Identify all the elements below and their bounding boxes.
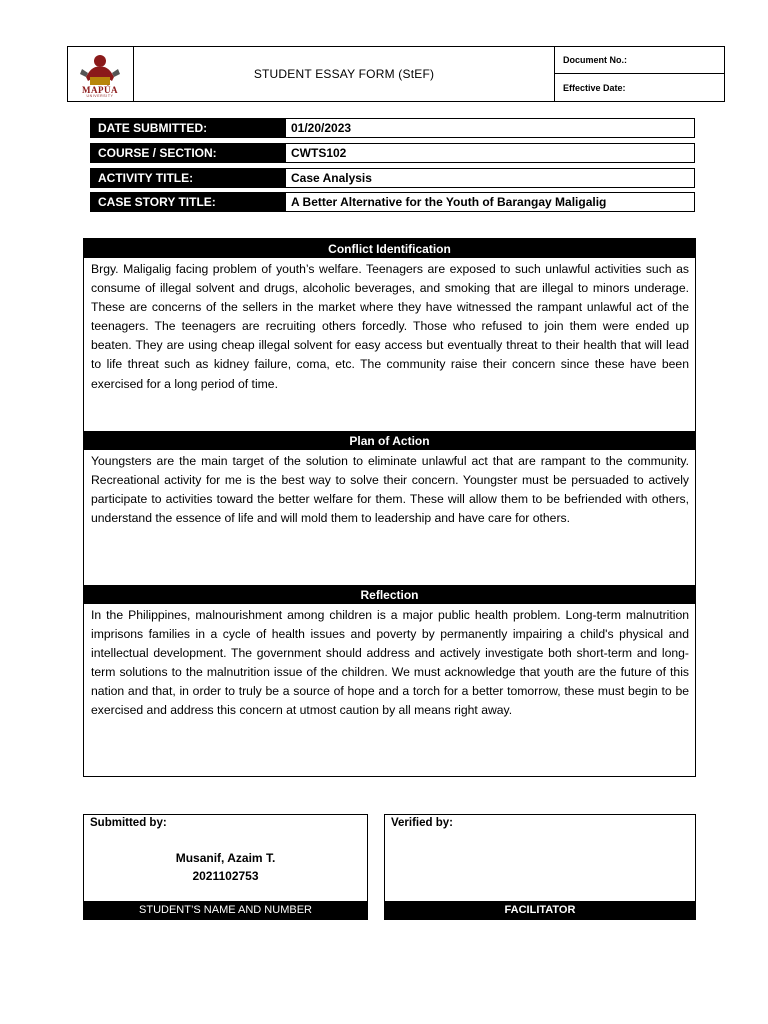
info-value: CWTS102 (285, 144, 694, 162)
facilitator-footer: FACILITATOR (385, 901, 695, 919)
info-value: Case Analysis (285, 169, 694, 187)
section-header-plan: Plan of Action (84, 431, 695, 450)
submitted-by-label: Submitted by: (90, 817, 167, 829)
student-name-footer: STUDENT’S NAME AND NUMBER (84, 901, 367, 919)
section-body-plan: Youngsters are the main target of the solution to eliminate unlawful act that are rampant to the community. Recreational activity for me is the best way to solve their concern. Youngster must be persuaded to actively participate to activities toward the better welfare for them. These will allow them to be befriended with others, understand the essence of life and will mold them to leadership and have care for others. (91, 454, 689, 526)
section-body-reflection: In the Philippines, malnourishment among children is a major public health problem. Long-term malnutrition imprisons families in a cycle of health issues and poverty by permanently impairing a child's physical and intellectual development. The government should address and actively investigate both short-term and long-term solutions to the malnutrition issue of the children. We must acknowledge that youth are the future of this nation and that, in order to truly be a source of hope and a torch for a better tomorrow, these must begin to be exercised and address this concern at utmost caution by all means right away. (91, 608, 689, 718)
submitted-by-box (83, 814, 368, 920)
essay-sections (83, 238, 696, 777)
section-header-reflection: Reflection (84, 585, 695, 604)
section-header-conflict: Conflict Identification (84, 239, 695, 258)
verified-by-box (384, 814, 696, 920)
logo-cell (68, 47, 134, 101)
info-row-case-story (90, 192, 695, 212)
logo-subtext: UNIVERSITY (86, 94, 114, 98)
info-row-date (90, 118, 695, 138)
student-name: Musanif, Azaim T. (175, 851, 276, 865)
info-label: COURSE / SECTION: (91, 144, 285, 162)
verified-by-label: Verified by: (391, 817, 453, 829)
info-value: 01/20/2023 (285, 119, 694, 137)
form-header (67, 46, 725, 102)
document-no-label: Document No.: (555, 47, 724, 74)
info-label: ACTIVITY TITLE: (91, 169, 285, 187)
student-number: 2021102753 (192, 869, 259, 883)
form-title: STUDENT ESSAY FORM (StEF) (134, 47, 555, 101)
info-label: CASE STORY TITLE: (91, 193, 285, 211)
logo-text: MAPÚA (82, 85, 118, 95)
info-row-activity (90, 168, 695, 188)
effective-date-label: Effective Date: (563, 82, 626, 93)
info-value: A Better Alternative for the Youth of Barangay Maligalig (285, 193, 694, 211)
info-row-course (90, 143, 695, 163)
section-body-conflict: Brgy. Maligalig facing problem of youth’s welfare. Teenagers are exposed to such unlawful activities such as consume of illegal solvent and drugs, alcoholic beverages, and smoking that are illegal to minors underage. These are concerns of the sellers in the market where they have witnessed the rampant unlawful act of the teenagers. The teenagers are recruiting others forcedly. Those who refused to join them were ended up beaten. They are using cheap illegal solvent for easy access but eventually threat to their health that will lead to life threat such as kidney failure, coma, etc. The community raise their concern since these have been exercised for a long period of time. (91, 262, 689, 391)
info-label: DATE SUBMITTED: (91, 119, 285, 137)
